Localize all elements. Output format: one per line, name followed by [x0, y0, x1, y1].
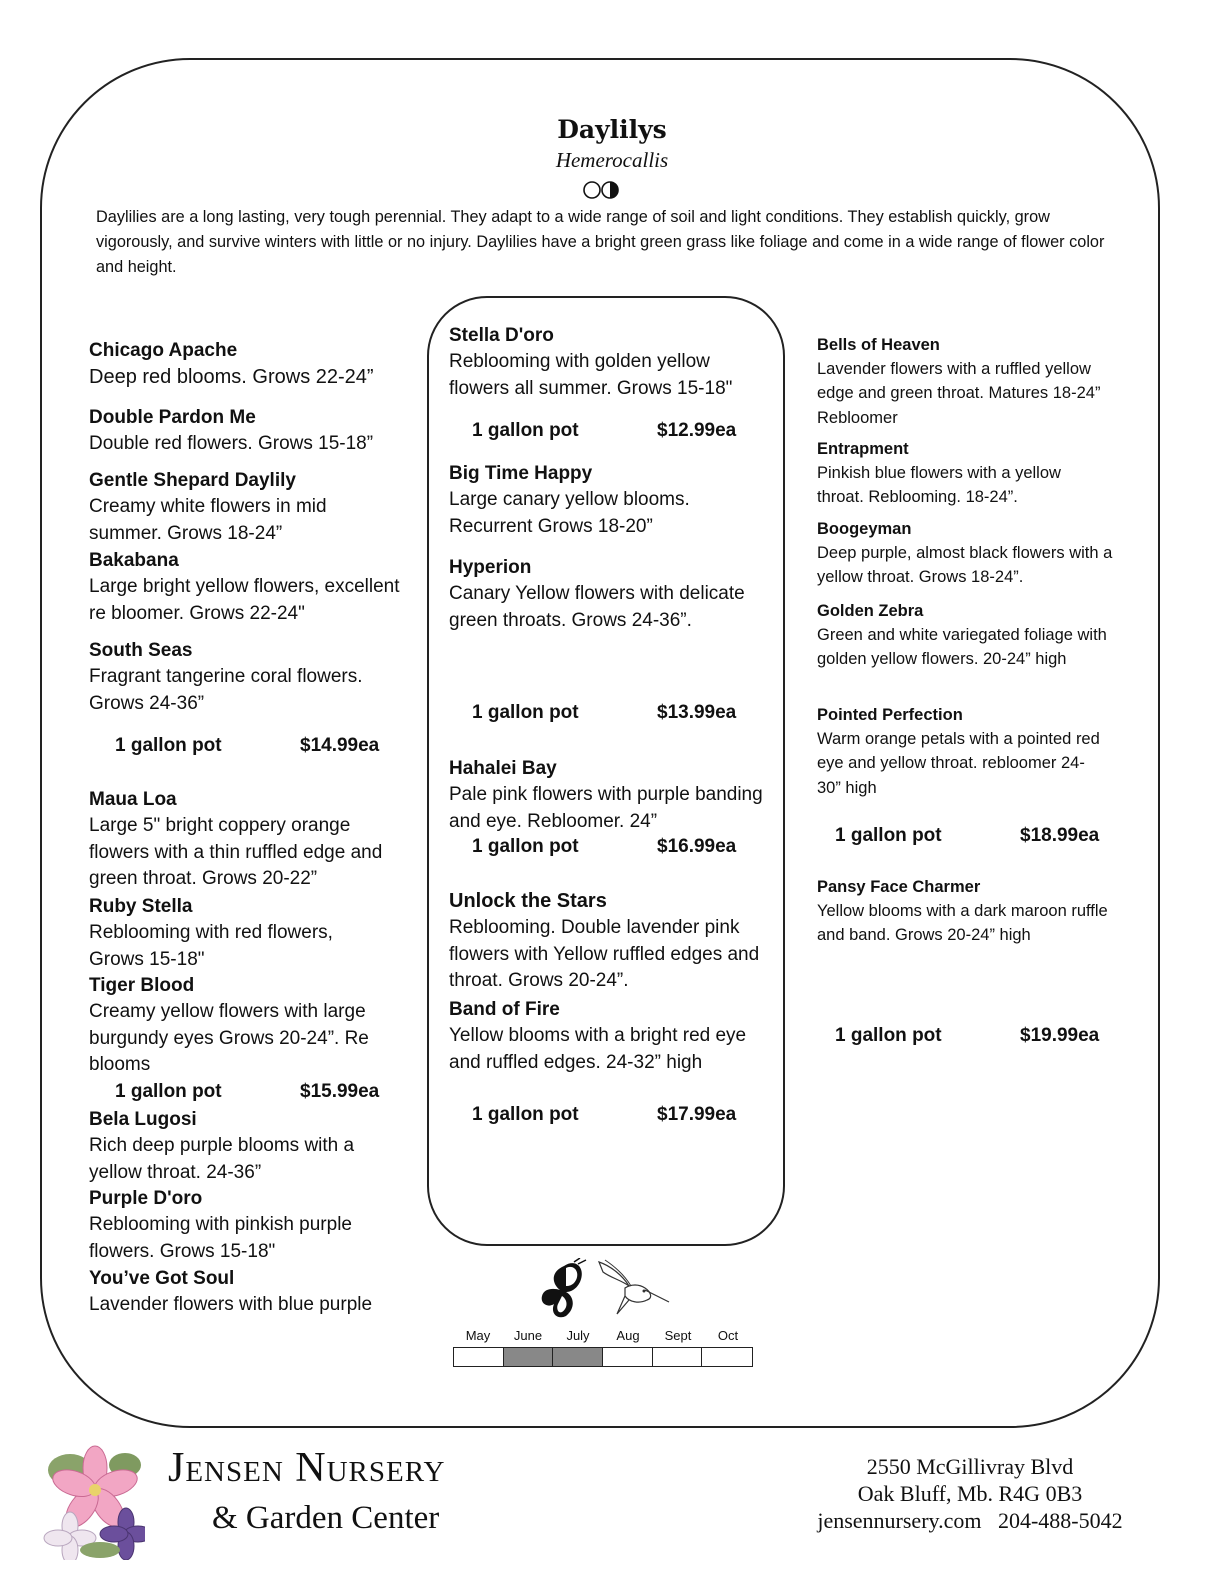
plant-name: Hahalei Bay — [449, 758, 557, 779]
contact-line: jensennursery.com 204-488-5042 — [817, 1508, 1123, 1533]
price: $19.99ea — [1020, 1025, 1100, 1046]
month-label: Aug — [616, 1328, 640, 1343]
month-cell — [653, 1348, 703, 1366]
plant-name: Double Pardon Me — [89, 407, 256, 428]
list-item — [817, 599, 1117, 672]
list-item — [449, 460, 759, 540]
list-item — [817, 517, 1117, 590]
month-cells — [453, 1347, 753, 1367]
plant-name: Bells of Heaven — [817, 336, 940, 354]
plant-name: Big Time Happy — [449, 463, 593, 484]
price: $18.99ea — [1020, 825, 1100, 846]
plant-name: Golden Zebra — [817, 602, 924, 620]
plant-desc: Creamy yellow flowers with large burgundy eyes Grows 20-24”. Re blooms — [89, 1001, 369, 1075]
plant-name: You’ve Got Soul — [89, 1268, 235, 1289]
plant-name: Purple D'oro — [89, 1188, 203, 1209]
pot-size: 1 gallon pot — [472, 702, 579, 723]
month-cell — [702, 1348, 752, 1366]
pot-size: 1 gallon pot — [472, 420, 579, 441]
pot-size: 1 gallon pot — [835, 1025, 942, 1046]
plant-name: Tiger Blood — [89, 975, 195, 996]
month-cell — [504, 1348, 554, 1366]
month-label: June — [513, 1328, 543, 1343]
plant-name: Bela Lugosi — [89, 1109, 197, 1130]
list-item — [817, 875, 1117, 948]
plant-desc: Pale pink flowers with purple banding and eye. Rebloomer. 24” — [449, 784, 763, 832]
list-item — [89, 786, 414, 893]
list-item — [817, 703, 1107, 800]
month-label: July — [566, 1328, 590, 1343]
pot-size: 1 gallon pot — [472, 1104, 579, 1125]
list-item — [817, 437, 1107, 510]
plant-name: Pansy Face Charmer — [817, 878, 981, 896]
month-cell — [553, 1348, 603, 1366]
plant-desc: Double red flowers. Grows 15-18” — [89, 433, 374, 454]
month-label: Sept — [664, 1328, 692, 1343]
price: $14.99ea — [300, 735, 380, 756]
brand-name — [168, 1444, 445, 1492]
plant-desc: Creamy white flowers in mid summer. Grows 18-24” — [89, 496, 327, 544]
plant-desc: Pinkish blue flowers with a yellow throat. Reblooming. 18-24”. — [817, 464, 1061, 507]
plant-name: Stella D'oro — [449, 325, 554, 346]
month-labels — [453, 1328, 753, 1343]
pot-size: 1 gallon pot — [472, 836, 579, 857]
plant-desc: Yellow blooms with a bright red eye and ruffled edges. 24-32” high — [449, 1025, 747, 1073]
address-line-2: Oak Bluff, Mb. R4G 0B3 — [857, 1481, 1083, 1506]
list-item — [89, 1185, 389, 1265]
month-label: Oct — [717, 1328, 739, 1343]
plant-desc: Canary Yellow flowers with delicate green throats. Grows 24-36”. — [449, 583, 745, 631]
hummingbird-icon — [595, 1258, 671, 1318]
intro-text: Daylilies are a long lasting, very tough perennial. They adapt to a wide range of soil and light conditions. They establish quickly, grow vigorously, and survive winters with little or no injury. Daylilies have a bright green grass like foliage and come in a wide range of flower color and height. — [96, 208, 1105, 276]
price: $12.99ea — [657, 420, 737, 441]
month-cell — [603, 1348, 653, 1366]
botanical-name: Hemerocallis — [555, 148, 669, 172]
plant-name: Band of Fire — [449, 999, 560, 1020]
list-item — [89, 467, 379, 547]
bloom-calendar — [453, 1328, 753, 1367]
plant-desc: Yellow blooms with a dark maroon ruffle and band. Grows 20-24” high — [817, 902, 1108, 945]
list-item — [449, 888, 769, 995]
list-item — [89, 547, 414, 627]
plant-desc: Large bright yellow flowers, excellent re bloomer. Grows 22-24" — [89, 576, 400, 624]
plant-name: South Seas — [89, 640, 193, 661]
plant-desc: Large 5" bright coppery orange flowers with a thin ruffled edge and green throat. Grows 20-22” — [89, 815, 383, 889]
list-item — [89, 972, 404, 1079]
brand-subtitle: & Garden Center — [212, 1500, 440, 1536]
price: $16.99ea — [657, 836, 737, 857]
plant-desc: Reblooming. Double lavender pink flowers with Yellow ruffled edges and throat. Grows 20-24”. — [449, 917, 760, 991]
plant-desc: Warm orange petals with a pointed red eye and yellow throat. rebloomer 24-30” high — [817, 730, 1100, 797]
plant-name: Maua Loa — [89, 789, 177, 810]
plant-desc: Deep purple, almost black flowers with a yellow throat. Grows 18-24”. — [817, 544, 1113, 587]
month-cell — [454, 1348, 504, 1366]
plant-desc: Reblooming with red flowers, Grows 15-18" — [89, 922, 333, 970]
plant-desc: Rich deep purple blooms with a yellow throat. 24-36” — [89, 1135, 355, 1183]
plant-desc: Green and white variegated foliage with golden yellow flowers. 20-24” high — [817, 626, 1107, 669]
plant-name: Entrapment — [817, 440, 909, 458]
list-item — [449, 554, 764, 634]
list-item — [449, 755, 769, 835]
plant-desc: Lavender flowers with blue purple — [89, 1294, 373, 1315]
plant-name: Boogeyman — [817, 520, 912, 538]
price: $13.99ea — [657, 702, 737, 723]
plant-name: Pointed Perfection — [817, 706, 963, 724]
pot-size: 1 gallon pot — [115, 735, 222, 756]
plant-desc: Fragrant tangerine coral flowers. Grows 24-36” — [89, 666, 363, 714]
list-item — [89, 637, 399, 717]
list-item — [89, 1106, 389, 1186]
plant-desc: Reblooming with pinkish purple flowers. Grows 15-18" — [89, 1214, 352, 1262]
plant-name: Ruby Stella — [89, 896, 193, 917]
plant-name: Bakabana — [89, 550, 179, 571]
list-item — [89, 337, 409, 391]
list-item — [817, 333, 1102, 430]
list-item — [89, 1265, 419, 1319]
pot-size: 1 gallon pot — [115, 1081, 222, 1102]
page-title: Daylilys — [557, 115, 667, 144]
price: $15.99ea — [300, 1081, 380, 1102]
plant-desc: Lavender flowers with a ruffled yellow edge and green throat. Matures 18-24” Rebloomer — [817, 360, 1101, 427]
plant-name: Gentle Shepard Daylily — [89, 470, 296, 491]
list-item — [89, 404, 409, 458]
month-label: May — [465, 1328, 491, 1343]
plant-name: Chicago Apache — [89, 340, 238, 361]
sun-partshade-icon — [583, 180, 623, 200]
list-item — [89, 893, 389, 973]
list-item — [449, 996, 769, 1076]
address-line-1: 2550 McGillivray Blvd — [866, 1454, 1074, 1479]
pot-size: 1 gallon pot — [835, 825, 942, 846]
plant-name: Unlock the Stars — [449, 890, 607, 912]
price: $17.99ea — [657, 1104, 737, 1125]
plant-desc: Reblooming with golden yellow flowers all summer. Grows 15-18" — [449, 351, 733, 399]
plant-desc: Deep red blooms. Grows 22-24” — [89, 366, 374, 388]
list-item — [449, 322, 769, 402]
butterfly-icon — [536, 1258, 588, 1320]
brand-text: Jensen Nursery — [168, 1445, 446, 1491]
plant-name: Hyperion — [449, 557, 532, 578]
flower-logo-icon — [40, 1440, 145, 1560]
plant-desc: Large canary yellow blooms. Recurrent Grows 18-20” — [449, 489, 690, 537]
